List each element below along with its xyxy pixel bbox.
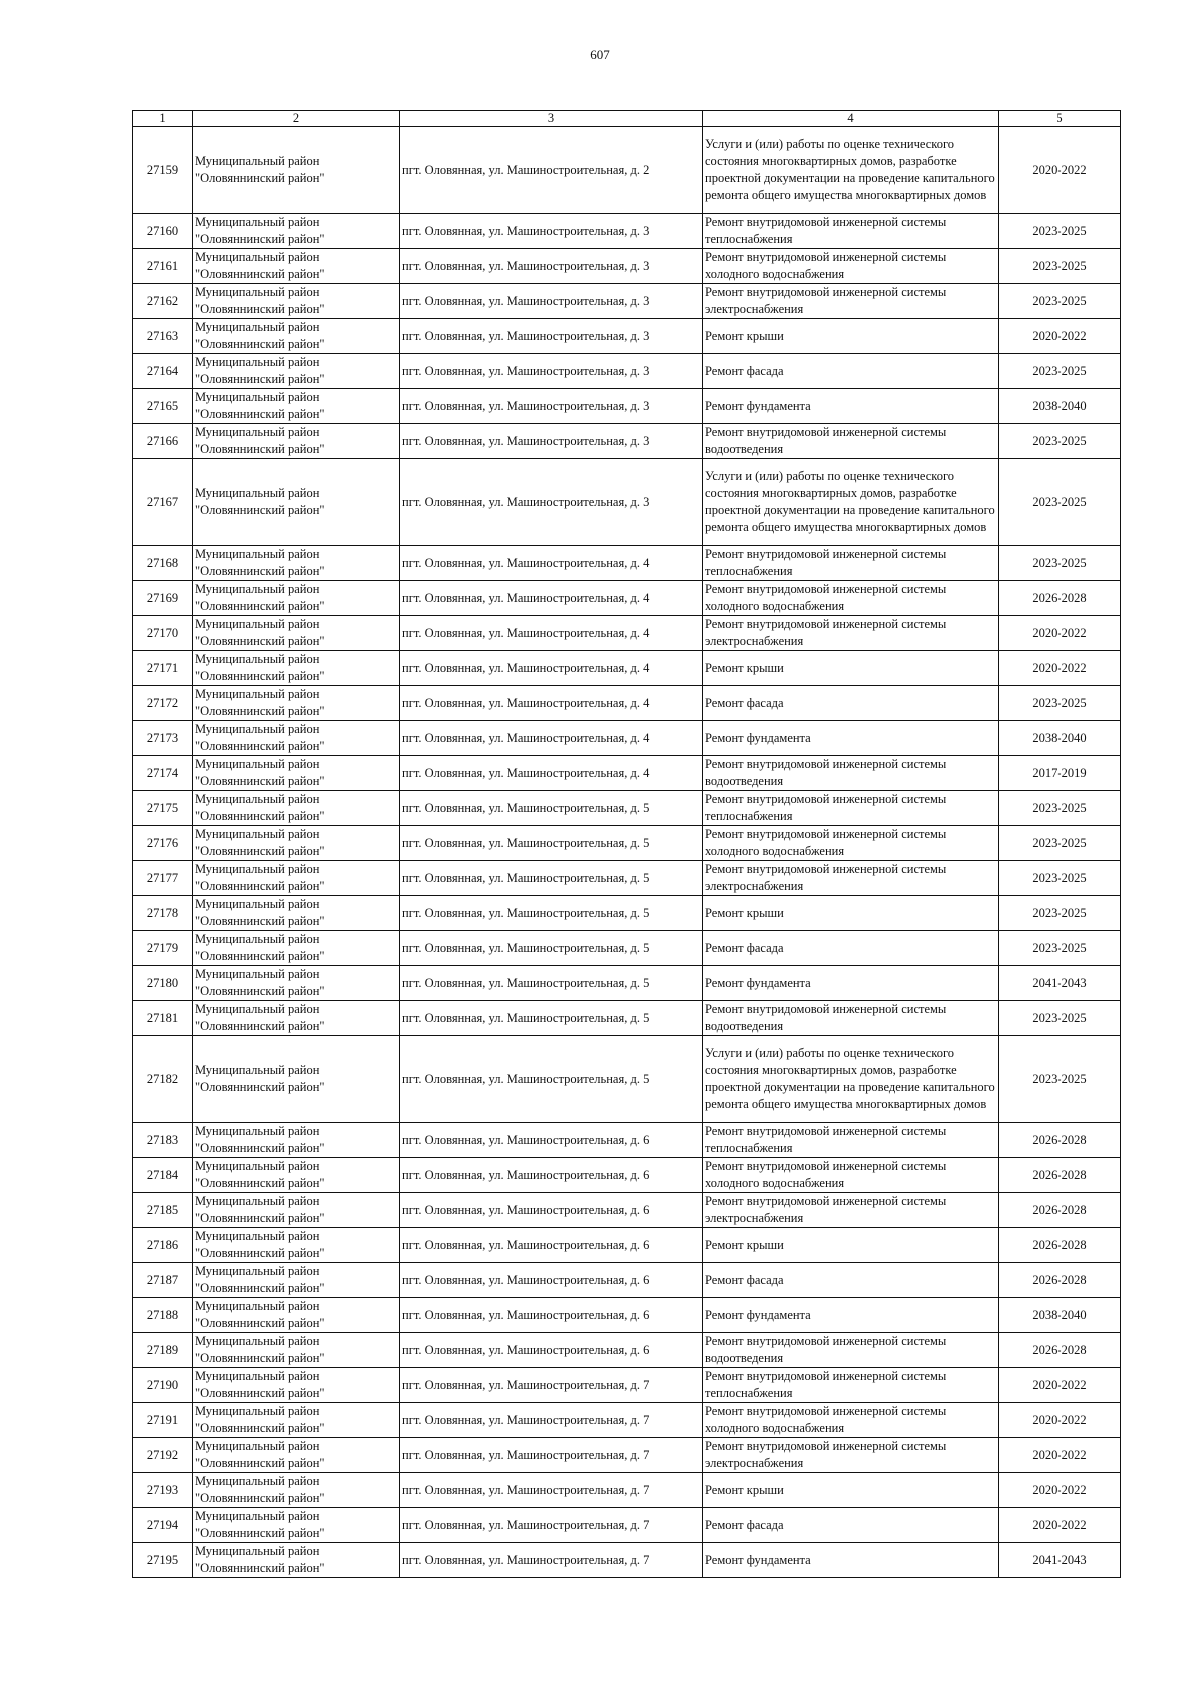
period-cell: 2020-2022: [999, 616, 1121, 651]
period-cell: 2023-2025: [999, 896, 1121, 931]
row-number: 27195: [133, 1543, 193, 1578]
period-cell: 2020-2022: [999, 1508, 1121, 1543]
municipality-cell: Муниципальный район "Оловяннинский район": [193, 127, 400, 214]
address-cell: пгт. Оловянная, ул. Машиностроительная, д. 3: [400, 459, 703, 546]
municipality-cell: Муниципальный район "Оловяннинский район": [193, 966, 400, 1001]
address-cell: пгт. Оловянная, ул. Машиностроительная, д. 3: [400, 424, 703, 459]
municipality-cell: Муниципальный район "Оловяннинский район": [193, 459, 400, 546]
municipality-cell: Муниципальный район "Оловяннинский район": [193, 651, 400, 686]
table-row: [133, 214, 1121, 249]
address-cell: пгт. Оловянная, ул. Машиностроительная, д. 7: [400, 1543, 703, 1578]
table-row: [133, 1543, 1121, 1578]
work-type-cell: Ремонт внутридомовой инженерной системы теплоснабжения: [703, 1123, 999, 1158]
table-row: [133, 1368, 1121, 1403]
period-cell: 2023-2025: [999, 354, 1121, 389]
work-type-cell: Услуги и (или) работы по оценке технического состояния многоквартирных домов, разработке проектной документации на проведение капитального ремонта общего имущества многоквартирных домов: [703, 1036, 999, 1123]
address-cell: пгт. Оловянная, ул. Машиностроительная, д. 5: [400, 861, 703, 896]
address-cell: пгт. Оловянная, ул. Машиностроительная, д. 5: [400, 931, 703, 966]
address-cell: пгт. Оловянная, ул. Машиностроительная, д. 6: [400, 1298, 703, 1333]
work-type-cell: Ремонт внутридомовой инженерной системы электроснабжения: [703, 616, 999, 651]
row-number: 27162: [133, 284, 193, 319]
work-type-cell: Ремонт внутридомовой инженерной системы водоотведения: [703, 1001, 999, 1036]
column-header-3: 3: [400, 111, 703, 127]
page-number: 607: [590, 47, 610, 62]
period-cell: 2020-2022: [999, 319, 1121, 354]
period-cell: 2038-2040: [999, 389, 1121, 424]
table-row: [133, 284, 1121, 319]
municipality-cell: Муниципальный район "Оловяннинский район": [193, 249, 400, 284]
column-header-1: 1: [133, 111, 193, 127]
period-cell: 2023-2025: [999, 214, 1121, 249]
municipality-cell: Муниципальный район "Оловяннинский район": [193, 1263, 400, 1298]
address-cell: пгт. Оловянная, ул. Машиностроительная, д. 6: [400, 1263, 703, 1298]
work-type-cell: Ремонт фасада: [703, 354, 999, 389]
address-cell: пгт. Оловянная, ул. Машиностроительная, д. 5: [400, 1001, 703, 1036]
municipality-cell: Муниципальный район "Оловяннинский район": [193, 1508, 400, 1543]
table-row: [133, 1036, 1121, 1123]
municipality-cell: Муниципальный район "Оловяннинский район": [193, 1403, 400, 1438]
address-cell: пгт. Оловянная, ул. Машиностроительная, д. 7: [400, 1368, 703, 1403]
table-row: [133, 826, 1121, 861]
row-number: 27191: [133, 1403, 193, 1438]
work-type-cell: Ремонт фасада: [703, 1508, 999, 1543]
table-row: [133, 354, 1121, 389]
work-type-cell: Ремонт внутридомовой инженерной системы холодного водоснабжения: [703, 826, 999, 861]
row-number: 27161: [133, 249, 193, 284]
table-row: [133, 546, 1121, 581]
address-cell: пгт. Оловянная, ул. Машиностроительная, д. 6: [400, 1228, 703, 1263]
address-cell: пгт. Оловянная, ул. Машиностроительная, д. 3: [400, 354, 703, 389]
work-type-cell: Ремонт крыши: [703, 319, 999, 354]
work-type-cell: Услуги и (или) работы по оценке технического состояния многоквартирных домов, разработке проектной документации на проведение капитального ремонта общего имущества многоквартирных домов: [703, 127, 999, 214]
work-type-cell: Ремонт внутридомовой инженерной системы холодного водоснабжения: [703, 581, 999, 616]
capital-repair-table: [132, 110, 1121, 1578]
address-cell: пгт. Оловянная, ул. Машиностроительная, д. 2: [400, 127, 703, 214]
table-row: [133, 1228, 1121, 1263]
table-row: [133, 389, 1121, 424]
row-number: 27163: [133, 319, 193, 354]
period-cell: 2023-2025: [999, 931, 1121, 966]
address-cell: пгт. Оловянная, ул. Машиностроительная, д. 4: [400, 756, 703, 791]
address-cell: пгт. Оловянная, ул. Машиностроительная, д. 3: [400, 249, 703, 284]
work-type-cell: Ремонт фундамента: [703, 966, 999, 1001]
address-cell: пгт. Оловянная, ул. Машиностроительная, д. 7: [400, 1438, 703, 1473]
municipality-cell: Муниципальный район "Оловяннинский район": [193, 896, 400, 931]
table-row: [133, 1263, 1121, 1298]
municipality-cell: Муниципальный район "Оловяннинский район": [193, 389, 400, 424]
work-type-cell: Услуги и (или) работы по оценке технического состояния многоквартирных домов, разработке проектной документации на проведение капитального ремонта общего имущества многоквартирных домов: [703, 459, 999, 546]
table-row: [133, 861, 1121, 896]
table-row: [133, 966, 1121, 1001]
work-type-cell: Ремонт крыши: [703, 896, 999, 931]
period-cell: 2026-2028: [999, 1228, 1121, 1263]
address-cell: пгт. Оловянная, ул. Машиностроительная, д. 3: [400, 389, 703, 424]
municipality-cell: Муниципальный район "Оловяннинский район": [193, 616, 400, 651]
address-cell: пгт. Оловянная, ул. Машиностроительная, д. 6: [400, 1333, 703, 1368]
work-type-cell: Ремонт фасада: [703, 931, 999, 966]
address-cell: пгт. Оловянная, ул. Машиностроительная, д. 4: [400, 616, 703, 651]
table-row: [133, 1473, 1121, 1508]
row-number: 27184: [133, 1158, 193, 1193]
table-row: [133, 424, 1121, 459]
table-row: [133, 459, 1121, 546]
work-type-cell: Ремонт внутридомовой инженерной системы теплоснабжения: [703, 791, 999, 826]
work-type-cell: Ремонт внутридомовой инженерной системы холодного водоснабжения: [703, 1158, 999, 1193]
row-number: 27180: [133, 966, 193, 1001]
row-number: 27166: [133, 424, 193, 459]
column-header-2: 2: [193, 111, 400, 127]
address-cell: пгт. Оловянная, ул. Машиностроительная, д. 4: [400, 546, 703, 581]
table-row: [133, 319, 1121, 354]
row-number: 27170: [133, 616, 193, 651]
column-header-5: 5: [999, 111, 1121, 127]
period-cell: 2023-2025: [999, 791, 1121, 826]
municipality-cell: Муниципальный район "Оловяннинский район": [193, 1473, 400, 1508]
work-type-cell: Ремонт внутридомовой инженерной системы теплоснабжения: [703, 546, 999, 581]
work-type-cell: Ремонт внутридомовой инженерной системы водоотведения: [703, 756, 999, 791]
municipality-cell: Муниципальный район "Оловяннинский район": [193, 1543, 400, 1578]
row-number: 27167: [133, 459, 193, 546]
work-type-cell: Ремонт внутридомовой инженерной системы электроснабжения: [703, 284, 999, 319]
period-cell: 2023-2025: [999, 686, 1121, 721]
work-type-cell: Ремонт крыши: [703, 1228, 999, 1263]
period-cell: 2023-2025: [999, 1036, 1121, 1123]
table-row: [133, 686, 1121, 721]
work-type-cell: Ремонт внутридомовой инженерной системы холодного водоснабжения: [703, 1403, 999, 1438]
table-row: [133, 896, 1121, 931]
municipality-cell: Муниципальный район "Оловяннинский район": [193, 1438, 400, 1473]
work-type-cell: Ремонт внутридомовой инженерной системы теплоснабжения: [703, 214, 999, 249]
municipality-cell: Муниципальный район "Оловяннинский район": [193, 721, 400, 756]
row-number: 27169: [133, 581, 193, 616]
municipality-cell: Муниципальный район "Оловяннинский район": [193, 1228, 400, 1263]
table-row: [133, 1298, 1121, 1333]
period-cell: 2020-2022: [999, 1438, 1121, 1473]
municipality-cell: Муниципальный район "Оловяннинский район": [193, 1123, 400, 1158]
period-cell: 2041-2043: [999, 1543, 1121, 1578]
row-number: 27186: [133, 1228, 193, 1263]
table-row: [133, 756, 1121, 791]
table-row: [133, 127, 1121, 214]
work-type-cell: Ремонт фасада: [703, 686, 999, 721]
address-cell: пгт. Оловянная, ул. Машиностроительная, д. 5: [400, 1036, 703, 1123]
period-cell: 2026-2028: [999, 1193, 1121, 1228]
row-number: 27177: [133, 861, 193, 896]
period-cell: 2023-2025: [999, 424, 1121, 459]
address-cell: пгт. Оловянная, ул. Машиностроительная, д. 5: [400, 896, 703, 931]
municipality-cell: Муниципальный район "Оловяннинский район": [193, 931, 400, 966]
municipality-cell: Муниципальный район "Оловяннинский район": [193, 1036, 400, 1123]
table-row: [133, 791, 1121, 826]
work-type-cell: Ремонт внутридомовой инженерной системы электроснабжения: [703, 861, 999, 896]
work-type-cell: Ремонт фасада: [703, 1263, 999, 1298]
period-cell: 2020-2022: [999, 1473, 1121, 1508]
address-cell: пгт. Оловянная, ул. Машиностроительная, д. 6: [400, 1123, 703, 1158]
address-cell: пгт. Оловянная, ул. Машиностроительная, д. 4: [400, 686, 703, 721]
municipality-cell: Муниципальный район "Оловяннинский район": [193, 826, 400, 861]
work-type-cell: Ремонт фундамента: [703, 389, 999, 424]
period-cell: 2020-2022: [999, 1368, 1121, 1403]
row-number: 27181: [133, 1001, 193, 1036]
header-row: [133, 111, 1121, 127]
table-row: [133, 1001, 1121, 1036]
municipality-cell: Муниципальный район "Оловяннинский район": [193, 546, 400, 581]
table-row: [133, 1193, 1121, 1228]
period-cell: 2023-2025: [999, 826, 1121, 861]
table-row: [133, 721, 1121, 756]
municipality-cell: Муниципальный район "Оловяннинский район": [193, 1193, 400, 1228]
address-cell: пгт. Оловянная, ул. Машиностроительная, д. 7: [400, 1473, 703, 1508]
work-type-cell: Ремонт фундамента: [703, 721, 999, 756]
address-cell: пгт. Оловянная, ул. Машиностроительная, д. 5: [400, 791, 703, 826]
row-number: 27159: [133, 127, 193, 214]
table-row: [133, 1438, 1121, 1473]
table-row: [133, 1123, 1121, 1158]
municipality-cell: Муниципальный район "Оловяннинский район": [193, 1298, 400, 1333]
municipality-cell: Муниципальный район "Оловяннинский район": [193, 319, 400, 354]
period-cell: 2020-2022: [999, 127, 1121, 214]
row-number: 27190: [133, 1368, 193, 1403]
row-number: 27188: [133, 1298, 193, 1333]
work-type-cell: Ремонт фундамента: [703, 1543, 999, 1578]
address-cell: пгт. Оловянная, ул. Машиностроительная, д. 3: [400, 214, 703, 249]
row-number: 27165: [133, 389, 193, 424]
row-number: 27173: [133, 721, 193, 756]
municipality-cell: Муниципальный район "Оловяннинский район": [193, 756, 400, 791]
address-cell: пгт. Оловянная, ул. Машиностроительная, д. 7: [400, 1508, 703, 1543]
period-cell: 2020-2022: [999, 1403, 1121, 1438]
municipality-cell: Муниципальный район "Оловяннинский район": [193, 1333, 400, 1368]
period-cell: 2026-2028: [999, 1333, 1121, 1368]
row-number: 27192: [133, 1438, 193, 1473]
period-cell: 2017-2019: [999, 756, 1121, 791]
table-body: [133, 127, 1121, 1578]
address-cell: пгт. Оловянная, ул. Машиностроительная, д. 6: [400, 1193, 703, 1228]
municipality-cell: Муниципальный район "Оловяннинский район": [193, 354, 400, 389]
row-number: 27185: [133, 1193, 193, 1228]
period-cell: 2026-2028: [999, 1123, 1121, 1158]
municipality-cell: Муниципальный район "Оловяннинский район": [193, 861, 400, 896]
work-type-cell: Ремонт внутридомовой инженерной системы электроснабжения: [703, 1438, 999, 1473]
table-row: [133, 931, 1121, 966]
period-cell: 2023-2025: [999, 284, 1121, 319]
work-type-cell: Ремонт внутридомовой инженерной системы электроснабжения: [703, 1193, 999, 1228]
row-number: 27171: [133, 651, 193, 686]
row-number: 27164: [133, 354, 193, 389]
row-number: 27176: [133, 826, 193, 861]
row-number: 27178: [133, 896, 193, 931]
address-cell: пгт. Оловянная, ул. Машиностроительная, д. 6: [400, 1158, 703, 1193]
table-row: [133, 249, 1121, 284]
period-cell: 2023-2025: [999, 459, 1121, 546]
row-number: 27193: [133, 1473, 193, 1508]
work-type-cell: Ремонт крыши: [703, 651, 999, 686]
row-number: 27187: [133, 1263, 193, 1298]
work-type-cell: Ремонт внутридомовой инженерной системы водоотведения: [703, 1333, 999, 1368]
row-number: 27160: [133, 214, 193, 249]
table-row: [133, 1508, 1121, 1543]
period-cell: 2026-2028: [999, 581, 1121, 616]
work-type-cell: Ремонт внутридомовой инженерной системы теплоснабжения: [703, 1368, 999, 1403]
address-cell: пгт. Оловянная, ул. Машиностроительная, д. 5: [400, 966, 703, 1001]
municipality-cell: Муниципальный район "Оловяннинский район": [193, 1158, 400, 1193]
row-number: 27175: [133, 791, 193, 826]
municipality-cell: Муниципальный район "Оловяннинский район": [193, 1368, 400, 1403]
address-cell: пгт. Оловянная, ул. Машиностроительная, д. 5: [400, 826, 703, 861]
work-type-cell: Ремонт фундамента: [703, 1298, 999, 1333]
table-row: [133, 1158, 1121, 1193]
table-row: [133, 581, 1121, 616]
period-cell: 2023-2025: [999, 1001, 1121, 1036]
table-row: [133, 1333, 1121, 1368]
row-number: 27172: [133, 686, 193, 721]
municipality-cell: Муниципальный район "Оловяннинский район": [193, 1001, 400, 1036]
row-number: 27179: [133, 931, 193, 966]
row-number: 27189: [133, 1333, 193, 1368]
period-cell: 2020-2022: [999, 651, 1121, 686]
period-cell: 2026-2028: [999, 1263, 1121, 1298]
period-cell: 2023-2025: [999, 861, 1121, 896]
row-number: 27182: [133, 1036, 193, 1123]
period-cell: 2023-2025: [999, 249, 1121, 284]
table-header: [133, 111, 1121, 127]
row-number: 27194: [133, 1508, 193, 1543]
row-number: 27183: [133, 1123, 193, 1158]
address-cell: пгт. Оловянная, ул. Машиностроительная, д. 7: [400, 1403, 703, 1438]
table-row: [133, 651, 1121, 686]
period-cell: 2038-2040: [999, 721, 1121, 756]
period-cell: 2023-2025: [999, 546, 1121, 581]
row-number: 27168: [133, 546, 193, 581]
period-cell: 2041-2043: [999, 966, 1121, 1001]
column-header-4: 4: [703, 111, 999, 127]
address-cell: пгт. Оловянная, ул. Машиностроительная, д. 4: [400, 651, 703, 686]
address-cell: пгт. Оловянная, ул. Машиностроительная, д. 3: [400, 284, 703, 319]
municipality-cell: Муниципальный район "Оловяннинский район": [193, 581, 400, 616]
municipality-cell: Муниципальный район "Оловяннинский район": [193, 424, 400, 459]
table-row: [133, 1403, 1121, 1438]
table-row: [133, 616, 1121, 651]
work-type-cell: Ремонт крыши: [703, 1473, 999, 1508]
work-type-cell: Ремонт внутридомовой инженерной системы холодного водоснабжения: [703, 249, 999, 284]
address-cell: пгт. Оловянная, ул. Машиностроительная, д. 4: [400, 721, 703, 756]
period-cell: 2038-2040: [999, 1298, 1121, 1333]
period-cell: 2026-2028: [999, 1158, 1121, 1193]
row-number: 27174: [133, 756, 193, 791]
municipality-cell: Муниципальный район "Оловяннинский район": [193, 284, 400, 319]
municipality-cell: Муниципальный район "Оловяннинский район": [193, 214, 400, 249]
municipality-cell: Муниципальный район "Оловяннинский район": [193, 686, 400, 721]
work-type-cell: Ремонт внутридомовой инженерной системы водоотведения: [703, 424, 999, 459]
municipality-cell: Муниципальный район "Оловяннинский район": [193, 791, 400, 826]
address-cell: пгт. Оловянная, ул. Машиностроительная, д. 3: [400, 319, 703, 354]
address-cell: пгт. Оловянная, ул. Машиностроительная, д. 4: [400, 581, 703, 616]
